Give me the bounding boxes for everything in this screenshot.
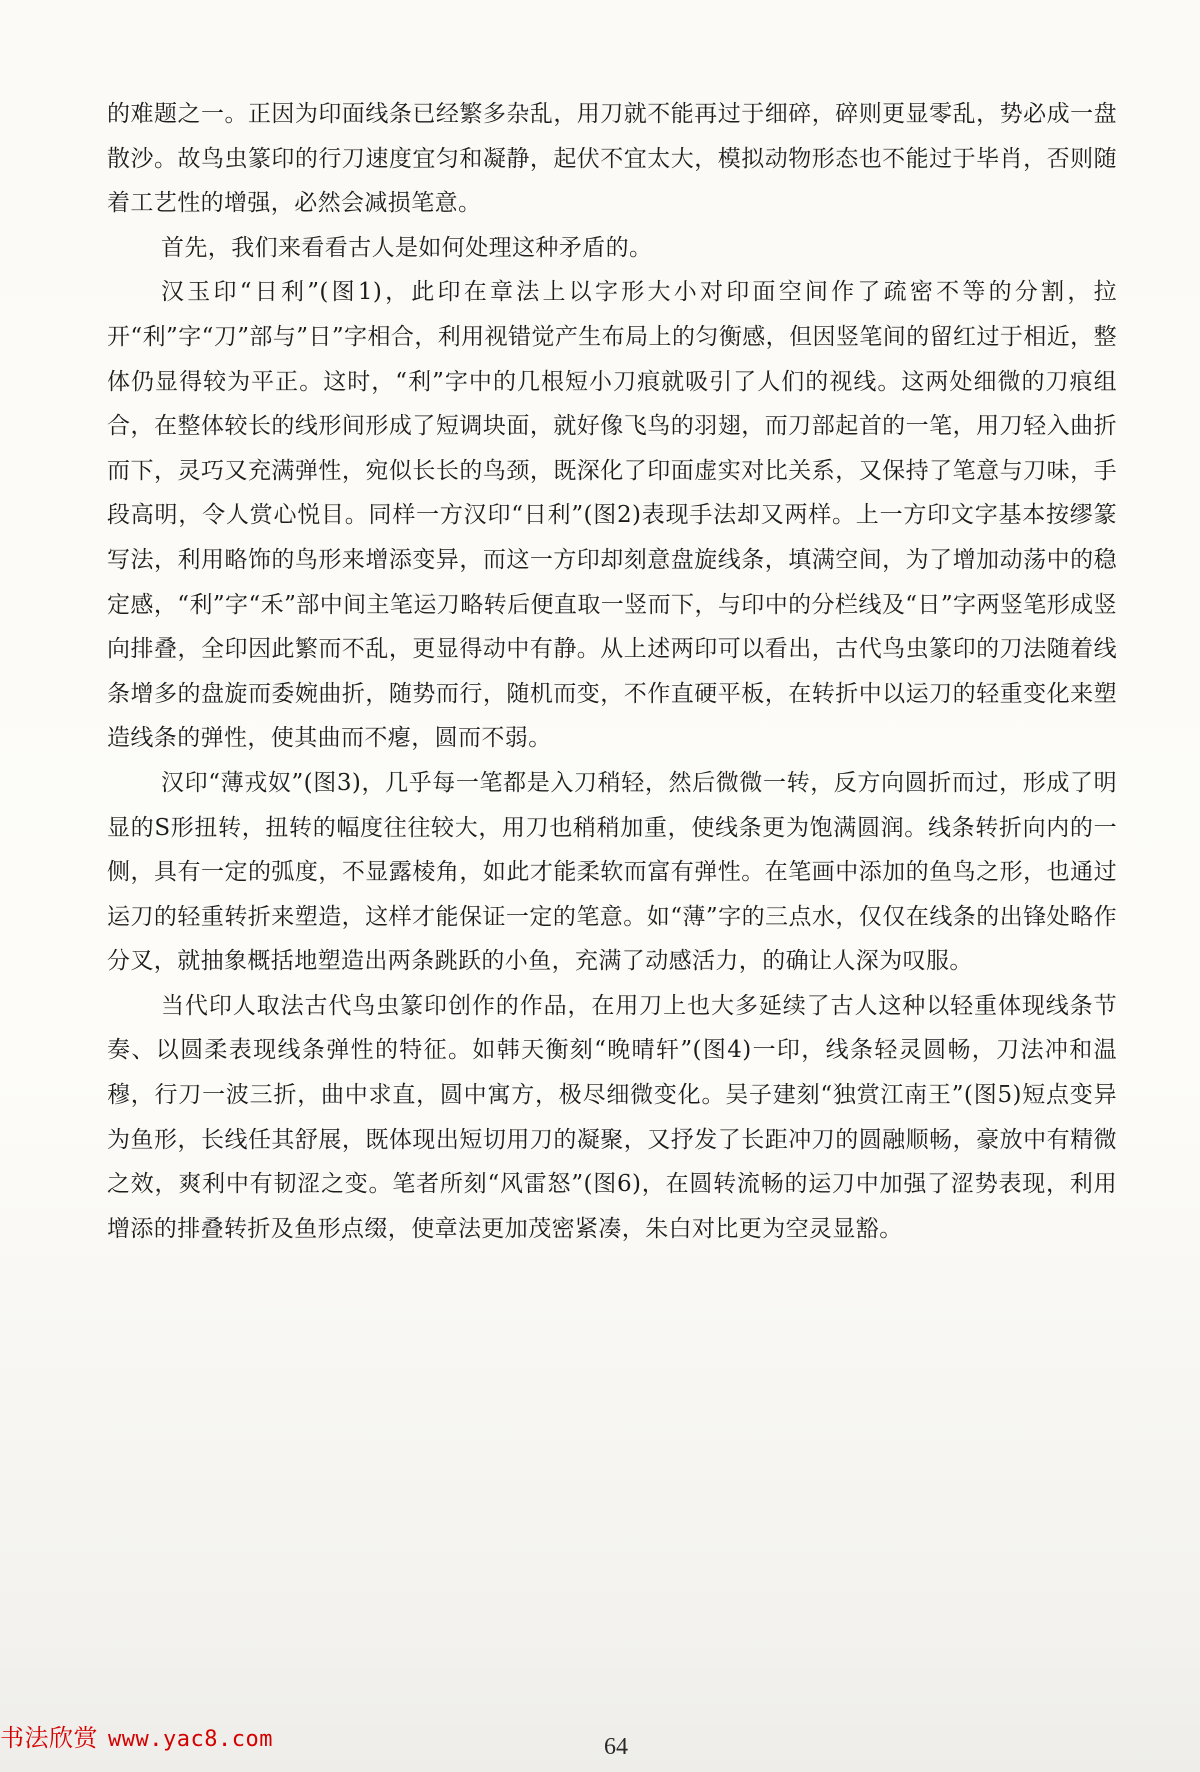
paragraph-3: 汉玉印“日利”(图1)，此印在章法上以字形大小对印面空间作了疏密不等的分割，拉开“利”字“刀”部与”日”字相合，利用视错觉产生布局上的匀衡感，但因竖笔间的留红过于相近，整体仍显得较为平正。这时，“利”字中的几根短小刀痕就吸引了人们的视线。这两处细微的刀痕组合，在整体较长的线形间形成了短调块面，就好像飞鸟的羽翅，而刀部起首的一笔，用刀轻入曲折而下，灵巧又充满弹性，宛似长长的鸟颈，既深化了印面虚实对比关系，又保持了笔意与刀味，手段高明，令人赏心悦目。同样一方汉印“日利”(图2)表现手法却又两样。上一方印文字基本按缪篆写法，利用略饰的鸟形来增添变异，而这一方印却刻意盘旋线条，填满空间，为了增加动荡中的稳定感，“利”字“禾”部中间主笔运刀略转后便直取一竖而下，与印中的分栏线及“日”字两竖笔形成竖向排叠，全印因此繁而不乱，更显得动中有静。从上述两印可以看出，古代鸟虫篆印的刀法随着线条增多的盘旋而委婉曲折，随势而行，随机而变，不作直硬平板，在转折中以运刀的轻重变化来塑造线条的弹性，使其曲而不瘪，圆而不弱。 xyxy=(107,279,1117,752)
watermark-label: 书法欣赏 xyxy=(0,1724,98,1752)
paragraph-2: 首先，我们来看看古人是如何处理这种矛盾的。 xyxy=(161,234,653,261)
watermark-site: www.yac8.com xyxy=(108,1727,273,1752)
body-text xyxy=(107,92,1117,1251)
paragraph-1: 的难题之一。正因为印面线条已经繁多杂乱，用刀就不能再过于细碎，碎则更显零乱，势必成一盘散沙。故鸟虫篆印的行刀速度宜匀和凝静，起伏不宜太大，模拟动物形态也不能过于毕肖，否则随着工艺性的增强，必然会减损笔意。 xyxy=(107,101,1117,217)
paragraph-5: 当代印人取法古代鸟虫篆印创作的作品，在用刀上也大多延续了古人这种以轻重体现线条节奏、以圆柔表现线条弹性的特征。如韩天衡刻“晚晴轩”(图4)一印，线条轻灵圆畅，刀法冲和温穆，行刀一波三折，曲中求直，圆中寓方，极尽细微变化。吴子建刻“独赏江南王”(图5)短点变异为鱼形，长线任其舒展，既体现出短切用刀的凝聚，又抒发了长距冲刀的圆融顺畅，豪放中有精微之效，爽利中有韧涩之变。笔者所刻“风雷怒”(图6)，在圆转流畅的运刀中加强了涩势表现，利用增添的排叠转折及鱼形点缀，使章法更加茂密紧凑，朱白对比更为空灵显豁。 xyxy=(107,992,1117,1242)
page-number: 64 xyxy=(604,1734,628,1760)
paragraph-4: 汉印“薄戎奴”(图3)，几乎每一笔都是入刀稍轻，然后微微一转，反方向圆折而过，形成了明显的S形扭转，扭转的幅度往往较大，用刀也稍稍加重，使线条更为饱满圆润。线条转折向内的一侧，具有一定的弧度，不显露棱角，如此才能柔软而富有弹性。在笔画中添加的鱼鸟之形，也通过运刀的轻重转折来塑造，这样才能保证一定的笔意。如“薄”字的三点水，仅仅在线条的出锋处略作分叉，就抽象概括地塑造出两条跳跃的小鱼，充满了动感活力，的确让人深为叹服。 xyxy=(107,769,1117,975)
